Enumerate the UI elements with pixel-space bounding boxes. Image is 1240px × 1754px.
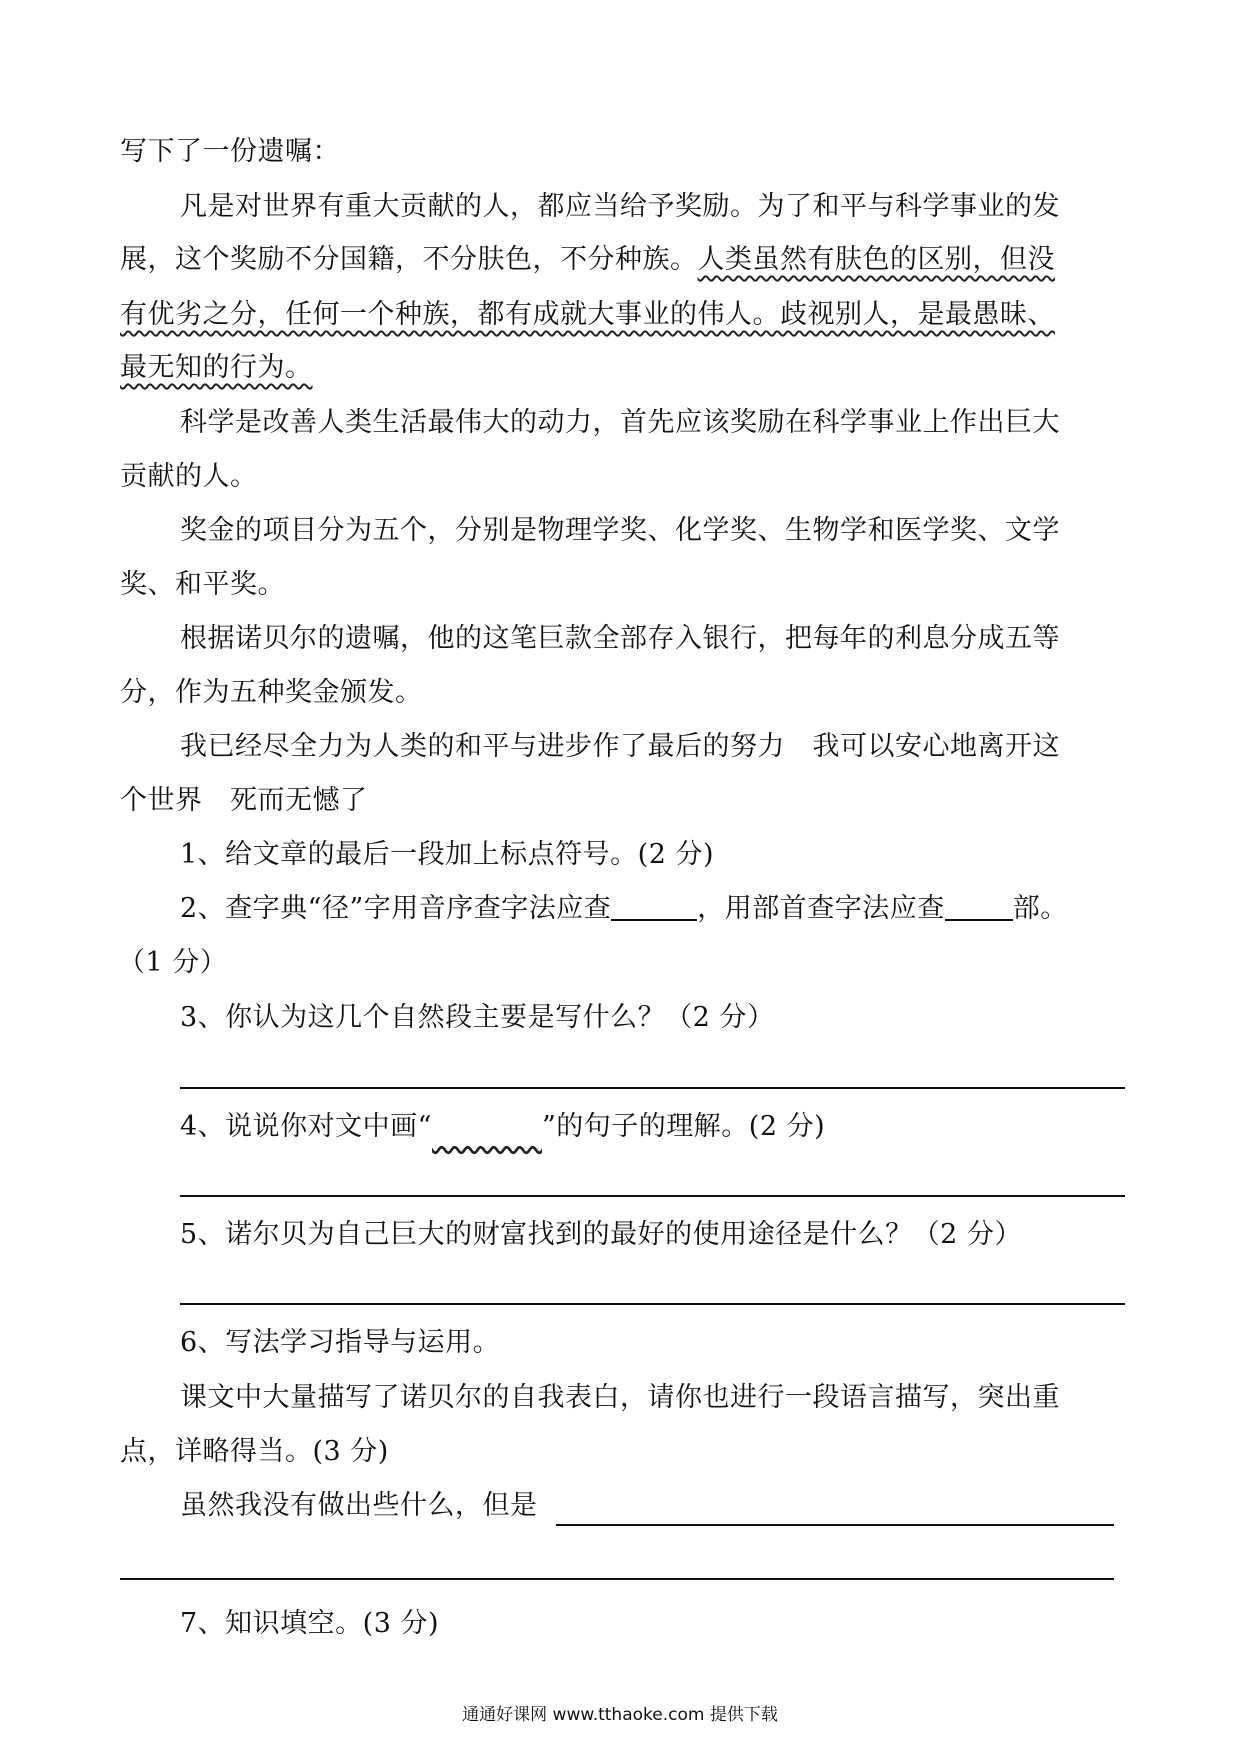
question-5-answer-line[interactable] [180, 1303, 1125, 1305]
question-2 [180, 889, 1068, 929]
passage-line-2: 凡是对世界有重大贡献的人，都应当给予奖励。为了和平与科学事业的发 [180, 191, 1060, 222]
passage-line-10: 根据诺贝尔的遗嘱，他的这笔巨款全部存入银行，把每年的利息分成五等 [180, 623, 1060, 654]
question-2-text-1: 2、查字典“径”字用音序查字法应查 [180, 893, 612, 924]
underlined-sentence-part-3: 最无知的行为。 [120, 352, 313, 383]
passage-line-1: 写下了一份遗嘱： [120, 136, 340, 167]
passage-line-3-plain: 展，这个奖励不分国籍，不分肤色，不分种族。 [120, 244, 698, 275]
question-4-text-1: 4、说说你对文中画“ [180, 1111, 432, 1142]
underlined-sentence-part-1: 人类虽然有肤色的区别，但没 [697, 244, 1055, 275]
passage-line-12: 我已经尽全力为人类的和平与进步作了最后的努力 我可以安心地离开这 [180, 731, 1060, 762]
question-6-instruction-line-2: 点，详略得当。(3 分) [120, 1436, 389, 1467]
footer-download-note: 通通好课网 www.tthaoke.com 提供下载 [462, 1705, 778, 1725]
question-3: 3、你认为这几个自然段主要是写什么？（2 分） [180, 1002, 775, 1033]
question-2-text-3: 部。 [1012, 893, 1068, 924]
question-6-answer-line-1[interactable] [556, 1524, 1114, 1526]
passage-line-8: 奖金的项目分为五个，分别是物理学奖、化学奖、生物学和医学奖、文学 [180, 515, 1060, 546]
question-7: 7、知识填空。(3 分) [180, 1608, 440, 1639]
passage-line-11: 分，作为五种奖金颁发。 [120, 677, 423, 708]
question-6-answer-line-2[interactable] [120, 1578, 1114, 1580]
question-1: 1、给文章的最后一段加上标点符号。(2 分) [180, 839, 715, 870]
passage-line-7: 贡献的人。 [120, 461, 258, 492]
passage-line-13: 个世界 死而无憾了 [120, 785, 368, 816]
question-2-score: （1 分） [118, 947, 228, 978]
question-2-text-2: ，用部首查字法应查 [697, 893, 945, 924]
question-6-instruction-line-1: 课文中大量描写了诺贝尔的自我表白，请你也进行一段语言描写，突出重 [180, 1382, 1060, 1413]
question-4-text-2: ”的句子的理解。(2 分) [541, 1111, 826, 1142]
passage-line-9: 奖、和平奖。 [120, 569, 285, 600]
question-6: 6、写法学习指导与运用。 [180, 1327, 501, 1358]
passage-line-6: 科学是改善人类生活最伟大的动力，首先应该奖励在科学事业上作出巨大 [180, 407, 1060, 438]
letter-blank[interactable] [611, 889, 697, 921]
wavy-line-sample [432, 1111, 542, 1141]
question-6-prompt: 虽然我没有做出些什么，但是 [180, 1490, 538, 1521]
radical-blank[interactable] [945, 889, 1013, 921]
passage-line-3 [120, 240, 1055, 280]
question-4 [180, 1107, 825, 1147]
question-5: 5、诺尔贝为自己巨大的财富找到的最好的使用途径是什么？（2 分） [180, 1219, 1022, 1250]
underlined-sentence-part-2: 有优劣之分，任何一个种族，都有成就大事业的伟人。歧视别人，是最愚昧、 [120, 299, 1055, 330]
question-3-answer-line[interactable] [180, 1087, 1125, 1089]
question-4-answer-line[interactable] [180, 1195, 1125, 1197]
